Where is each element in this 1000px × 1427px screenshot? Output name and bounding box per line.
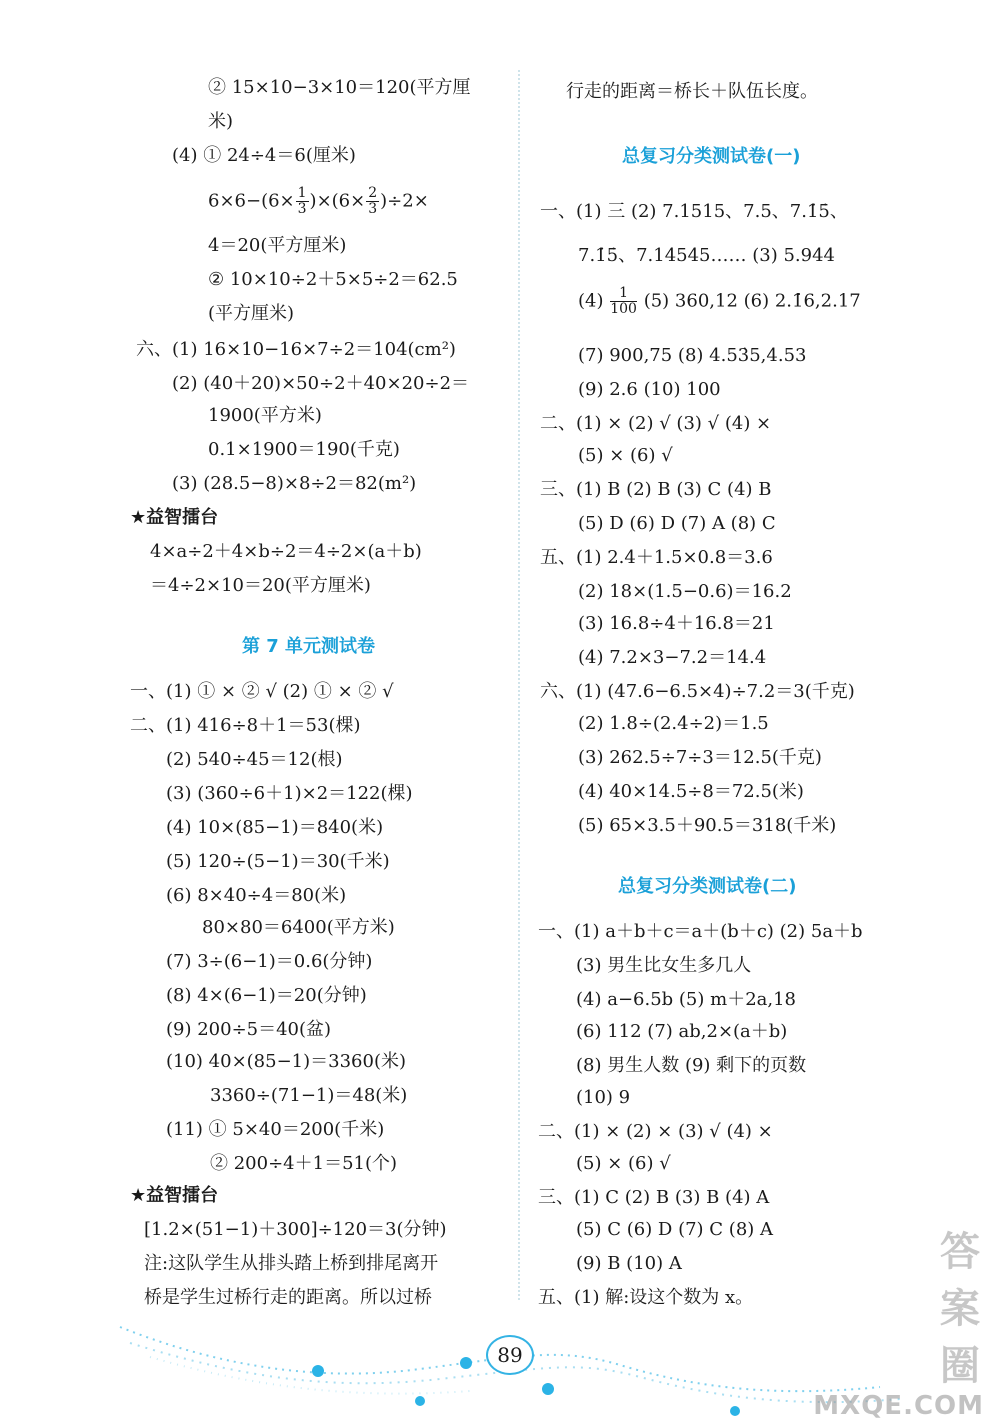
answer-line: (4) a−6.5b (5) m＋2a,18	[576, 989, 796, 1010]
answer-line: (9) 2.6 (10) 100	[578, 379, 721, 400]
answer-line: 二、(1) × (2) × (3) √ (4) ×	[538, 1121, 773, 1142]
answer-line: 五、(1) 解:设这个数为 x。	[538, 1287, 754, 1308]
answer-line: (平方厘米)	[208, 303, 295, 324]
answer-line: (4) ① 24÷4＝6(厘米)	[172, 145, 356, 166]
answer-line: ② 15×10−3×10＝120(平方厘	[208, 77, 471, 98]
answer-line: (7) 900,75 (8) 4.53̇5,4.53	[578, 345, 807, 366]
answer-line: 7.1̇5̇、7.14545…… (3) 5.944	[578, 245, 835, 266]
answer-line: 米)	[208, 111, 234, 132]
answer-line: 六、(1) 16×10−16×7÷2＝104(cm²)	[136, 339, 456, 360]
answer-line: (8) 4×(6−1)＝20(分钟)	[166, 985, 367, 1006]
answer-line: (3) 男生比女生多几人	[576, 955, 752, 976]
answer-line: 三、(1) B (2) B (3) C (4) B	[540, 479, 772, 500]
answer-line: 五、(1) 2.4＋1.5×0.8＝3.6	[540, 547, 773, 568]
answer-line: (5) D (6) D (7) A (8) C	[578, 513, 776, 534]
answer-line: (5) 65×3.5＋90.5＝318(千米)	[578, 815, 837, 836]
answer-line: (10) 40×(85−1)＝3360(米)	[166, 1051, 406, 1072]
answer-line: (4) 7.2×3−7.2＝14.4	[578, 647, 767, 668]
answer-line-fraction: (4) $\frac{1}{100}$ (5) 360,12 (6) 2.1̇6,2.17	[578, 285, 861, 317]
section-heading: 总复习分类测试卷(一)	[622, 146, 801, 167]
page-number: 89	[486, 1335, 534, 1375]
answer-line: (3) 16.8÷4＋16.8＝21	[578, 613, 775, 634]
answer-line: (6) 112 (7) ab,2×(a＋b)	[576, 1021, 788, 1042]
answer-line: 一、(1) ① × ② √ (2) ① × ② √	[130, 681, 394, 702]
fraction: $\frac{2}{3}$	[368, 185, 378, 217]
answer-line: (2) (40＋20)×50÷2＋40×20÷2＝	[172, 373, 470, 394]
answer-line: 六、(1) (47.6−6.5×4)÷7.2＝3(千克)	[540, 681, 855, 702]
answer-line: (5) 120÷(5−1)＝30(千米)	[166, 851, 390, 872]
answer-line: 一、(1) 三 (2) 7.1515、7.5、7.1̇5̇、	[540, 201, 848, 222]
answer-line: 0.1×1900＝190(千克)	[208, 439, 400, 460]
answer-line: (2) 18×(1.5−0.6)＝16.2	[578, 581, 792, 602]
answer-line: (3) 262.5÷7÷3＝12.5(千克)	[578, 747, 822, 768]
answer-line: 3360÷(71−1)＝48(米)	[210, 1085, 408, 1106]
answer-line: (6) 8×40÷4＝80(米)	[166, 885, 347, 906]
answer-line: (3) (28.5−8)×8÷2＝82(m²)	[172, 473, 417, 494]
answer-line: (4) 40×14.5÷8＝72.5(米)	[578, 781, 804, 802]
column-divider	[518, 70, 520, 1300]
answer-line: 4＝20(平方厘米)	[208, 235, 347, 256]
answer-line: 行走的距离＝桥长＋队伍长度。	[566, 81, 818, 102]
answer-line: (2) 540÷45＝12(根)	[166, 749, 343, 770]
answer-line: (10) 9	[576, 1087, 631, 1108]
answer-line: 二、(1) 416÷8＋1＝53(棵)	[130, 715, 361, 736]
answer-line: 三、(1) C (2) B (3) B (4) A	[538, 1187, 770, 1208]
note-line: 注:这队学生从排头踏上桥到排尾离开	[144, 1253, 439, 1274]
answer-line: 80×80＝6400(平方米)	[202, 917, 395, 938]
answer-line: 1900(平方米)	[208, 405, 322, 426]
answer-line: (8) 男生人数 (9) 剩下的页数	[576, 1055, 807, 1076]
answer-line: 二、(1) × (2) √ (3) √ (4) ×	[540, 413, 772, 434]
answer-line: ＝4÷2×10＝20(平方厘米)	[150, 575, 371, 596]
answer-line: (7) 3÷(6−1)＝0.6(分钟)	[166, 951, 373, 972]
answer-line: (5) × (6) √	[578, 445, 673, 466]
section-label-star: ★益智擂台	[130, 507, 219, 528]
answer-line: (4) 10×(85−1)＝840(米)	[166, 817, 384, 838]
answer-line: [1.2×(51−1)＋300]÷120＝3(分钟)	[144, 1219, 447, 1240]
section-heading: 总复习分类测试卷(二)	[618, 876, 797, 897]
answer-line: (9) 200÷5＝40(盆)	[166, 1019, 332, 1040]
fraction: $\frac{1}{100}$	[610, 285, 637, 317]
answer-line: 一、(1) a＋b＋c＝a＋(b＋c) (2) 5a＋b	[538, 921, 863, 942]
answer-line: (11) ① 5×40＝200(千米)	[166, 1119, 385, 1140]
answer-line: (2) 1.8÷(2.4÷2)＝1.5	[578, 713, 769, 734]
answer-line: (5) × (6) √	[576, 1153, 671, 1174]
fraction: $\frac{1}{3}$	[297, 185, 307, 217]
note-line: 桥是学生过桥行走的距离。所以过桥	[144, 1287, 432, 1308]
section-label-star: ★益智擂台	[130, 1185, 219, 1206]
answer-line-fraction: 6×6−(6× $\frac{1}{3}$ )×(6× $\frac{2}{3}$ )÷2×	[208, 185, 429, 217]
answer-line: ② 200÷4＋1＝51(个)	[210, 1153, 398, 1174]
answer-line: (9) B (10) A	[576, 1253, 682, 1274]
answer-line: (3) (360÷6＋1)×2＝122(棵)	[166, 783, 413, 804]
answer-line: 4×a÷2＋4×b÷2＝4÷2×(a＋b)	[150, 541, 422, 562]
answer-line: ② 10×10÷2＋5×5÷2＝62.5	[208, 269, 458, 290]
section-heading: 第 7 单元测试卷	[242, 636, 376, 657]
answer-line: (5) C (6) D (7) C (8) A	[576, 1219, 774, 1240]
